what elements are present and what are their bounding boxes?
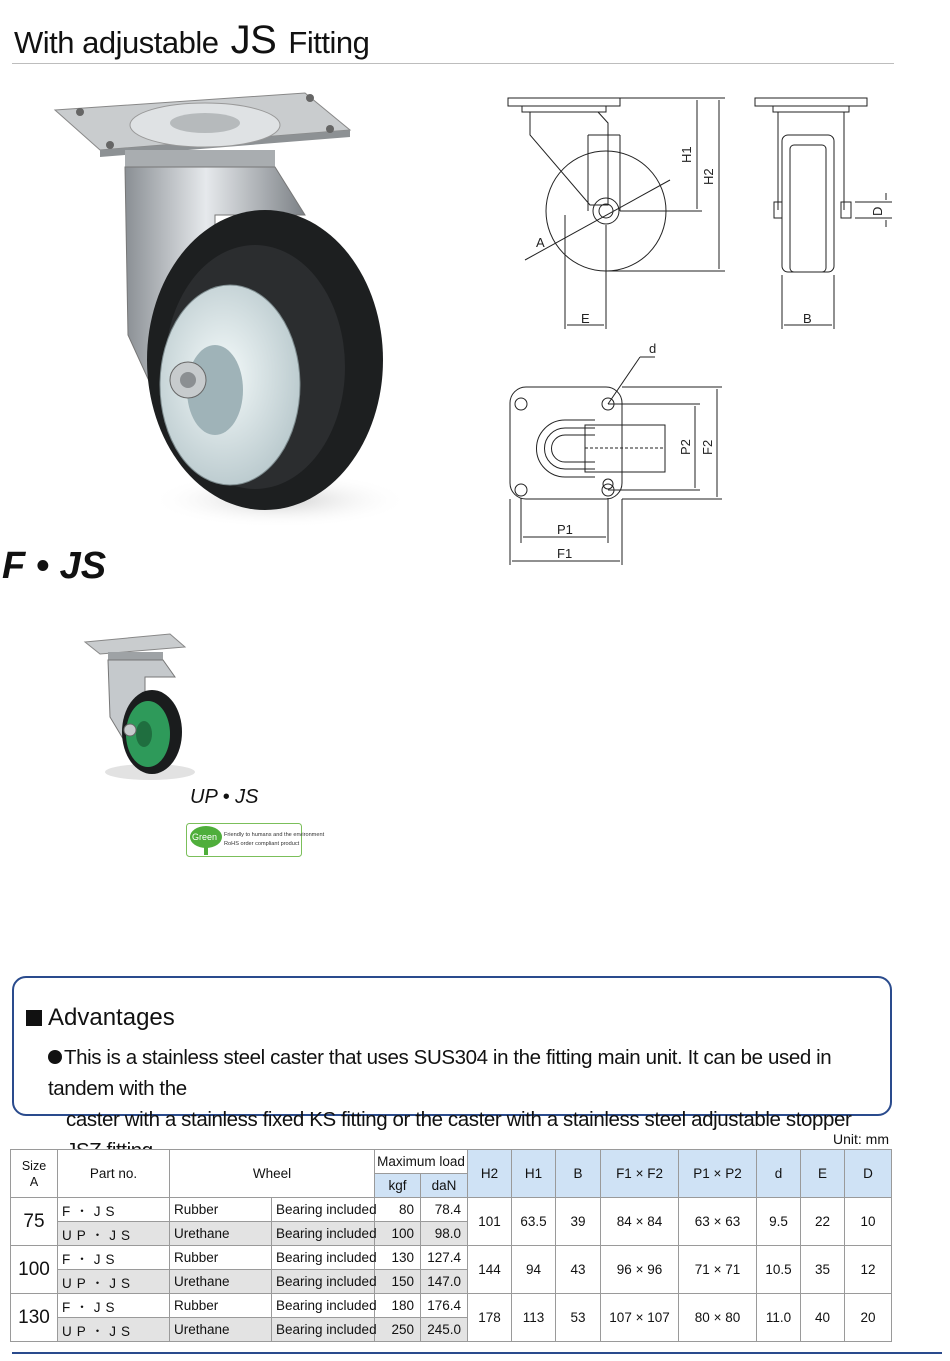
h1-cell: 63.5 — [512, 1198, 556, 1246]
h2-cell: 101 — [468, 1198, 512, 1246]
dan-cell: 176.4 — [421, 1294, 468, 1318]
e-cell: 22 — [801, 1198, 845, 1246]
p1p2-cell: 80 × 80 — [679, 1294, 757, 1342]
bearing-cell: Bearing included — [272, 1294, 375, 1318]
header-size: Size A — [11, 1150, 58, 1198]
b-cell: 39 — [556, 1198, 601, 1246]
bottom-divider — [12, 1352, 942, 1354]
header-kgf: kgf — [375, 1174, 421, 1198]
header-d: d — [757, 1150, 801, 1198]
dim-label-D: D — [870, 206, 885, 216]
table-row — [11, 1246, 892, 1270]
dim-label-h2: H2 — [701, 168, 716, 185]
kgf-cell: 250 — [375, 1318, 421, 1342]
b-cell: 53 — [556, 1294, 601, 1342]
material-cell: Urethane — [170, 1222, 272, 1246]
header-D: D — [845, 1150, 892, 1198]
dim-label-p1: P1 — [557, 522, 573, 537]
dim-label-b: B — [803, 311, 812, 326]
header-max-load: Maximum load — [375, 1150, 468, 1174]
bearing-cell: Bearing included — [272, 1246, 375, 1270]
header-part-no: Part no. — [58, 1150, 170, 1198]
D-cell: 20 — [845, 1294, 892, 1342]
header-dan: daN — [421, 1174, 468, 1198]
dan-cell: 78.4 — [421, 1198, 468, 1222]
header-f1f2: F1 × F2 — [601, 1150, 679, 1198]
dim-label-f2: F2 — [700, 439, 715, 455]
kgf-cell: 150 — [375, 1270, 421, 1294]
dim-label-a: A — [536, 235, 545, 250]
b-cell: 43 — [556, 1246, 601, 1294]
badge-word: Green — [192, 832, 218, 842]
header-h1: H1 — [512, 1150, 556, 1198]
bearing-cell: Bearing included — [272, 1198, 375, 1222]
dim-label-f1: F1 — [557, 546, 573, 561]
part-no-cell: UP・JS — [58, 1222, 170, 1246]
e-cell: 40 — [801, 1294, 845, 1342]
d-cell: 9.5 — [757, 1198, 801, 1246]
d-cell: 10.5 — [757, 1246, 801, 1294]
header-h2: H2 — [468, 1150, 512, 1198]
size-cell: 100 — [11, 1246, 58, 1294]
part-no-cell: F・JS — [58, 1198, 170, 1222]
round-bullet-icon — [48, 1050, 62, 1064]
caster-photo-urethane — [80, 632, 200, 782]
badge-line2: RoHS order compliant product — [224, 841, 300, 847]
d-cell: 11.0 — [757, 1294, 801, 1342]
bearing-cell: Bearing included — [272, 1222, 375, 1246]
header-p1p2: P1 × P2 — [679, 1150, 757, 1198]
badge-line1: Friendly to humans and the environment — [224, 832, 325, 838]
D-cell: 12 — [845, 1246, 892, 1294]
kgf-cell: 100 — [375, 1222, 421, 1246]
title-divider — [12, 63, 894, 64]
dan-cell: 147.0 — [421, 1270, 468, 1294]
advantages-title: Advantages — [26, 1004, 175, 1032]
material-cell: Rubber — [170, 1294, 272, 1318]
h1-cell: 94 — [512, 1246, 556, 1294]
page-title: With adjustable JS Fitting — [14, 18, 370, 62]
dim-label-e: E — [581, 311, 590, 326]
model-label-f-js: F • JS — [2, 545, 107, 587]
D-cell: 10 — [845, 1198, 892, 1246]
dim-label-p2: P2 — [678, 439, 693, 455]
f1f2-cell: 96 × 96 — [601, 1246, 679, 1294]
material-cell: Urethane — [170, 1318, 272, 1342]
h2-cell: 144 — [468, 1246, 512, 1294]
bearing-cell: Bearing included — [272, 1270, 375, 1294]
size-cell: 75 — [11, 1198, 58, 1246]
e-cell: 35 — [801, 1246, 845, 1294]
dim-label-d: d — [649, 341, 657, 356]
dim-label-h1: H1 — [679, 146, 694, 163]
green-rohs-badge — [186, 823, 325, 857]
dan-cell: 98.0 — [421, 1222, 468, 1246]
p1p2-cell: 63 × 63 — [679, 1198, 757, 1246]
kgf-cell: 180 — [375, 1294, 421, 1318]
spec-table — [10, 1149, 892, 1342]
kgf-cell: 130 — [375, 1246, 421, 1270]
square-bullet-icon — [26, 1010, 42, 1026]
material-cell: Rubber — [170, 1198, 272, 1222]
material-cell: Urethane — [170, 1270, 272, 1294]
dan-cell: 127.4 — [421, 1246, 468, 1270]
size-cell: 130 — [11, 1294, 58, 1342]
caster-photo-main — [40, 85, 400, 535]
dan-cell: 245.0 — [421, 1318, 468, 1342]
part-no-cell: F・JS — [58, 1294, 170, 1318]
part-no-cell: F・JS — [58, 1246, 170, 1270]
f1f2-cell: 107 × 107 — [601, 1294, 679, 1342]
h1-cell: 113 — [512, 1294, 556, 1342]
model-label-up-js: UP • JS — [190, 786, 259, 808]
material-cell: Rubber — [170, 1246, 272, 1270]
table-row — [11, 1198, 892, 1222]
p1p2-cell: 71 × 71 — [679, 1246, 757, 1294]
part-no-cell: UP・JS — [58, 1318, 170, 1342]
table-row — [11, 1294, 892, 1318]
h2-cell: 178 — [468, 1294, 512, 1342]
part-no-cell: UP・JS — [58, 1270, 170, 1294]
header-wheel: Wheel — [170, 1150, 375, 1198]
kgf-cell: 80 — [375, 1198, 421, 1222]
f1f2-cell: 84 × 84 — [601, 1198, 679, 1246]
unit-label: Unit: mm — [833, 1131, 889, 1147]
advantages-text: This is a stainless steel caster that uses SUS304 in the fitting main unit. It can be used in tandem with the caster with a stainless fixed KS fitting or the caster with a stainless steel adjustable stopper — [48, 1046, 852, 1131]
header-b: B — [556, 1150, 601, 1198]
bearing-cell: Bearing included — [272, 1318, 375, 1342]
dimension-drawing — [490, 85, 910, 585]
header-e: E — [801, 1150, 845, 1198]
